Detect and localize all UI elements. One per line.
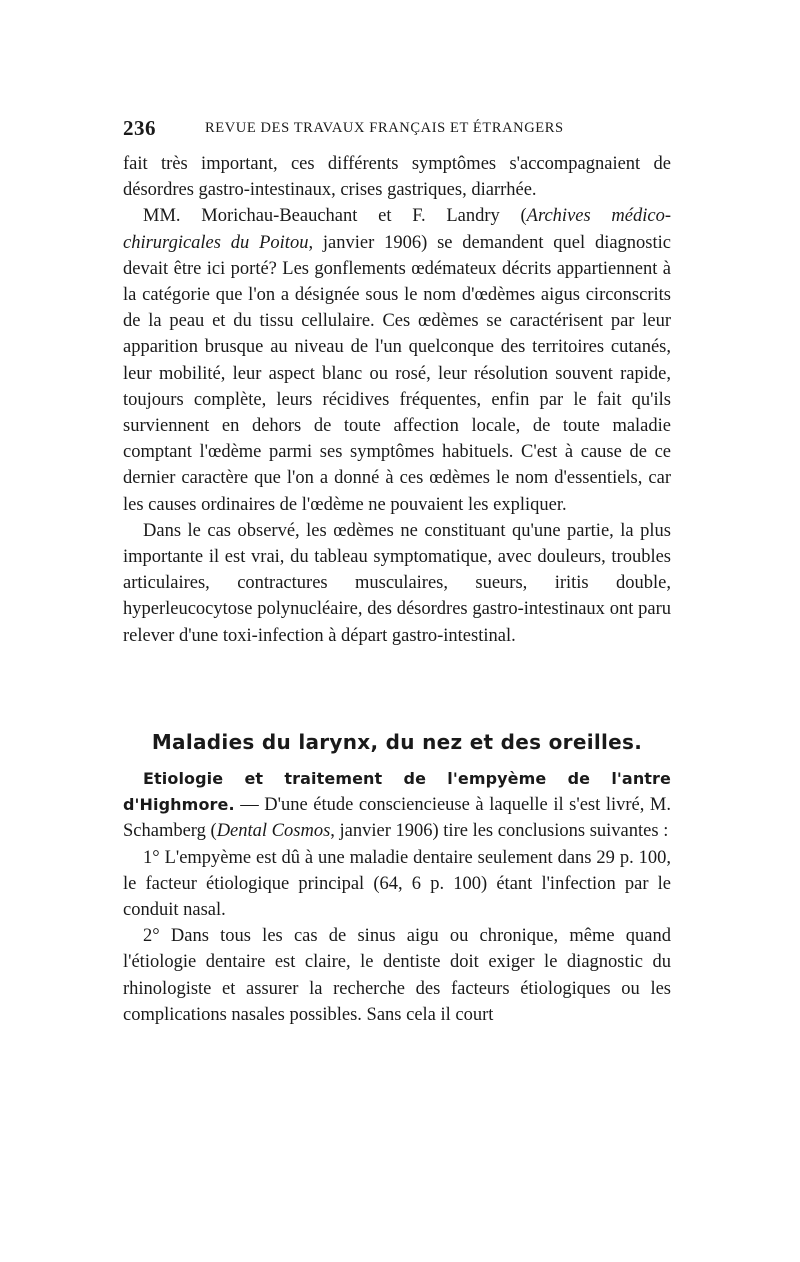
article-subheading: Etiologie et traitement de l'empyème de l'antre d'Highmore. (123, 769, 671, 815)
page-number: 236 (123, 116, 156, 140)
conclusion-2: 2° Dans tous les cas de sinus aigu ou chronique, même quand l'étiologie dentaire est claire, le dentiste doit exiger le diagnostic du rhinologiste et assurer la recherche des facteurs étiologiques ou les complications nasales possibles. Sans cela il court (123, 926, 671, 1025)
paragraph-morichau-start: MM. Morichau-Beauchant et F. Landry ( (143, 206, 527, 227)
paragraph-morichau-rest: , janvier 1906) se demandent quel diagnostic devait être ici porté? Les gonflements œdémateux décrits appartiennent à la catégorie que l'on a désignée sous le nom d'œdèmes aigus circonscrits de la peau et du tissu cellulaire. Ces œdèmes se caractérisent par leur apparition brusque au niveau de l'un quelconque des territoires cutanés, leur mobilité, leur aspect blanc ou rosé, leur résolution souvent rapide, toujours complète, leurs récidives fréquentes, enfin par le fait qu'ils surviennent en dehors de toute affection locale, de toute maladie comptant l'œdème parmi ses symptômes habituels. C'est à cause de ce dernier caractère que l'on a donné à ces œdèmes le nom d'essentiels, car les causes ordinaires de l'œdème ne pouvaient les expliquer. (123, 232, 672, 515)
journal-title-dental-cosmos: Dental Cosmos (216, 821, 331, 842)
paragraph-continuation: fait très important, ces différents symptômes s'accompagnaient de désordres gastro-intestinaux, crises gastriques, diarrhée. (123, 154, 671, 201)
conclusion-1: 1° L'empyème est dû à une maladie dentaire seulement dans 29 p. 100, le facteur étiologique principal (64, 6 p. 100) étant l'infection par le conduit nasal. (123, 847, 671, 921)
paragraph-morichau (123, 203, 671, 517)
paragraph-highmore-start: — D'une étude consciencieuse à laquelle il s'est livré, M. Schamberg ( (123, 795, 671, 842)
paragraph-highmore (123, 766, 671, 845)
section-1-text (123, 151, 671, 649)
running-title: REVUE DES TRAVAUX FRANÇAIS ET ÉTRANGERS (205, 120, 564, 136)
running-header (123, 116, 675, 144)
section-heading: Maladies du larynx, du nez et des oreilles. (151, 730, 643, 754)
paragraph-highmore-rest: , janvier 1906) tire les conclusions suivantes : (330, 821, 669, 842)
journal-title-archives: Archives médico-chirurgicales du Poitou (123, 206, 671, 253)
paragraph-cas-observe: Dans le cas observé, les œdèmes ne constituant qu'une partie, la plus importante il est vrai, du tableau symptomatique, avec douleurs, troubles articulaires, contractures musculaires, sueurs, iritis double, hyperleucocytose polynucléaire, des désordres gastro-intestinaux ont paru relever d'une toxi-infection à départ gastro-intestinal. (123, 520, 671, 646)
section-2-text (123, 766, 671, 1028)
